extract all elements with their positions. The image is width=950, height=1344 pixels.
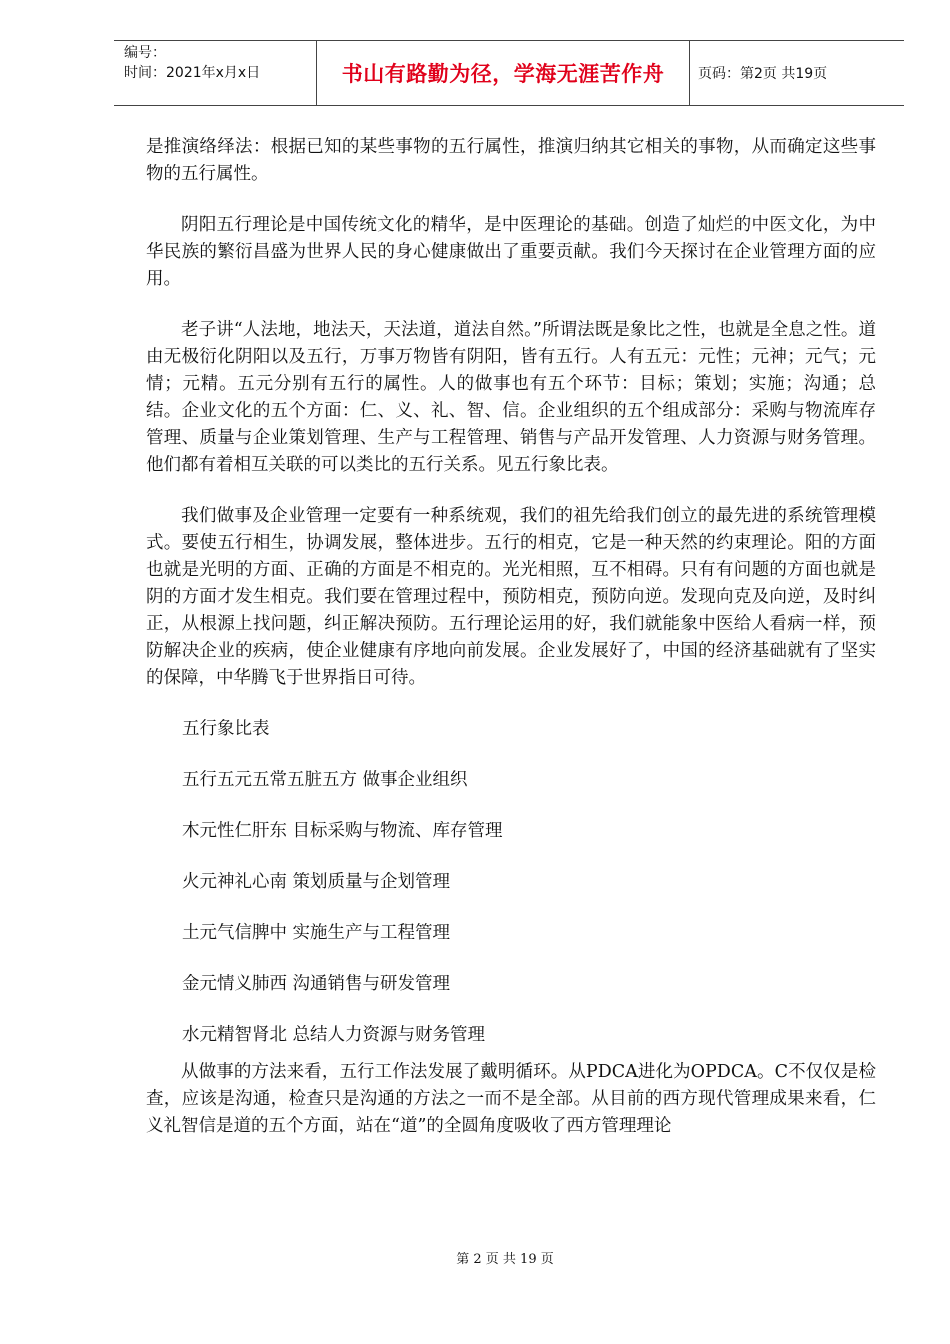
page-header (114, 40, 904, 106)
page-footer: 第 2 页 共 19 页 (456, 1252, 554, 1267)
header-meta (114, 41, 316, 105)
header-motto: 书山有路勤为径，学海无涯苦作舟 (316, 41, 690, 105)
paragraph: 阴阳五行理论是中国传统文化的精华，是中医理论的基础。创造了灿烂的中医文化，为中华民族的繁衍昌盛为世界人民的身心健康做出了重要贡献。我们今天探讨在企业管理方面的应用。 (146, 215, 876, 289)
code-label: 编号： (124, 45, 166, 61)
paragraph: 我们做事及企业管理一定要有一种系统观，我们的祖先给我们创立的最先进的系统管理模式。要使五行相生，协调发展，整体进步。五行的相克，它是一种天然的约束理论。阳的方面也就是光明的方面、正确的方面是不相克的。光光相照，互不相碍。只有有问题的方面也就是阴的方面才发生相克。我们要在管理过程中，预防相克，预防向逆。发现向克及向逆，及时纠正，从根源上找问题，纠正解决预防。五行理论运用的好，我们就能象中医给人看病一样，预防解决企业的疾病，使企业健康有序地向前发展。企业发展好了，中国的经济基础就有了坚实的保障，中华腾飞于世界指日可待。 (146, 506, 876, 688)
paragraph: 是推演络绎法：根据已知的某些事物的五行属性，推演归纳其它相关的事物，从而确定这些事物的五行属性。 (146, 137, 876, 184)
table-row: 五行五元五常五脏五方 做事企业组织 (182, 770, 468, 790)
header-page-info: 页码：第2页 共19页 (698, 66, 828, 82)
paragraph: 老子讲“人法地，地法天，天法道，道法自然。”所谓法既是象比之性，也就是全息之性。道由无极衍化阴阳以及五行，万事万物皆有阴阳，皆有五行。人有五元：元性；元神；元气；元情；元精。五元分别有五行的属性。人的做事也有五个环节：目标；策划；实施；沟通；总结。企业文化的五个方面：仁、义、礼、智、信。企业组织的五个组成部分：采购与物流库存管理、质量与企业策划管理、生产与工程管理、销售与产品开发管理、人力资源与财务管理。他们都有着相互关联的可以类比的五行关系。见五行象比表。 (146, 320, 876, 475)
table-row: 木元性仁肝东 目标采购与物流、库存管理 (182, 821, 503, 841)
table-row: 火元神礼心南 策划质量与企划管理 (182, 872, 451, 892)
table-row: 水元精智肾北 总结人力资源与财务管理 (182, 1025, 486, 1045)
document-body (146, 134, 876, 1164)
table-row: 土元气信脾中 实施生产与工程管理 (182, 923, 451, 943)
time-label: 时间：2021年x月x日 (124, 65, 261, 81)
table-title: 五行象比表 (182, 719, 270, 739)
paragraph: 从做事的方法来看，五行工作法发展了戴明循环。从PDCA进化为OPDCA。C不仅仅是检查，应该是沟通，检查只是沟通的方法之一而不是全部。从目前的西方现代管理成果来看，仁义礼智信是道的五个方面，站在“道”的全圆角度吸收了西方管理理论 (146, 1062, 876, 1136)
table-row: 金元情义肺西 沟通销售与研发管理 (182, 974, 451, 994)
